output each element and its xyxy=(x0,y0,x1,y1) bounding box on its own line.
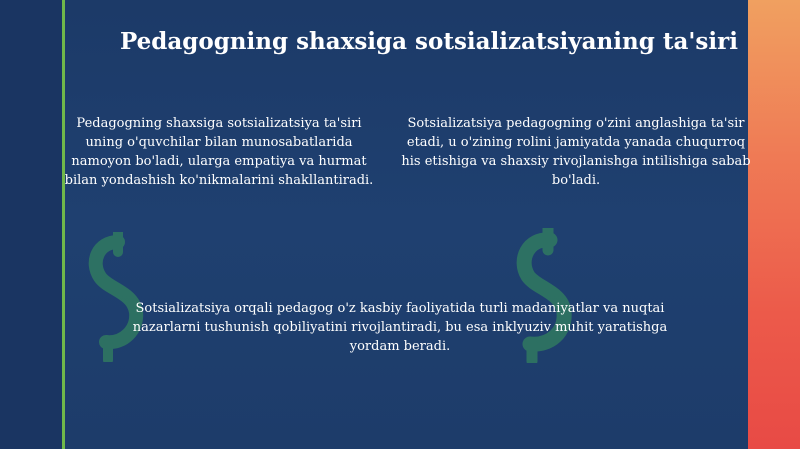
page-title: Pedagogning shaxsiga sotsializatsiyaning ta'siri xyxy=(120,28,738,55)
paragraph-3: Sotsializatsiya orqali pedagog o'z kasbiy faoliyatida turli madaniyatlar va nuqtai nazarlarni tushunish qobiliyatini rivojlantiradi, bu esa inklyuziv muhit yaratishga yordam beradi. xyxy=(132,301,668,354)
paragraph-1: Pedagogning shaxsiga sotsializatsiya ta'siri uning o'quvchilar bilan munosabatlarida namoyon bo'ladi, ularga empatiya va hurmat bilan yondashish ko'nikmalarini shakllantiradi. xyxy=(64,116,374,188)
left-rail xyxy=(0,0,62,449)
paragraph-2: Sotsializatsiya pedagogning o'zini anglashiga ta'sir etadi, u o'zining rolini jamiyatda yanada chuqurroq his etishiga va shaxsiy rivojlanishga intilishiga sabab bo'ladi. xyxy=(401,116,751,188)
right-gradient-panel xyxy=(748,0,800,449)
accent-line xyxy=(62,0,65,449)
